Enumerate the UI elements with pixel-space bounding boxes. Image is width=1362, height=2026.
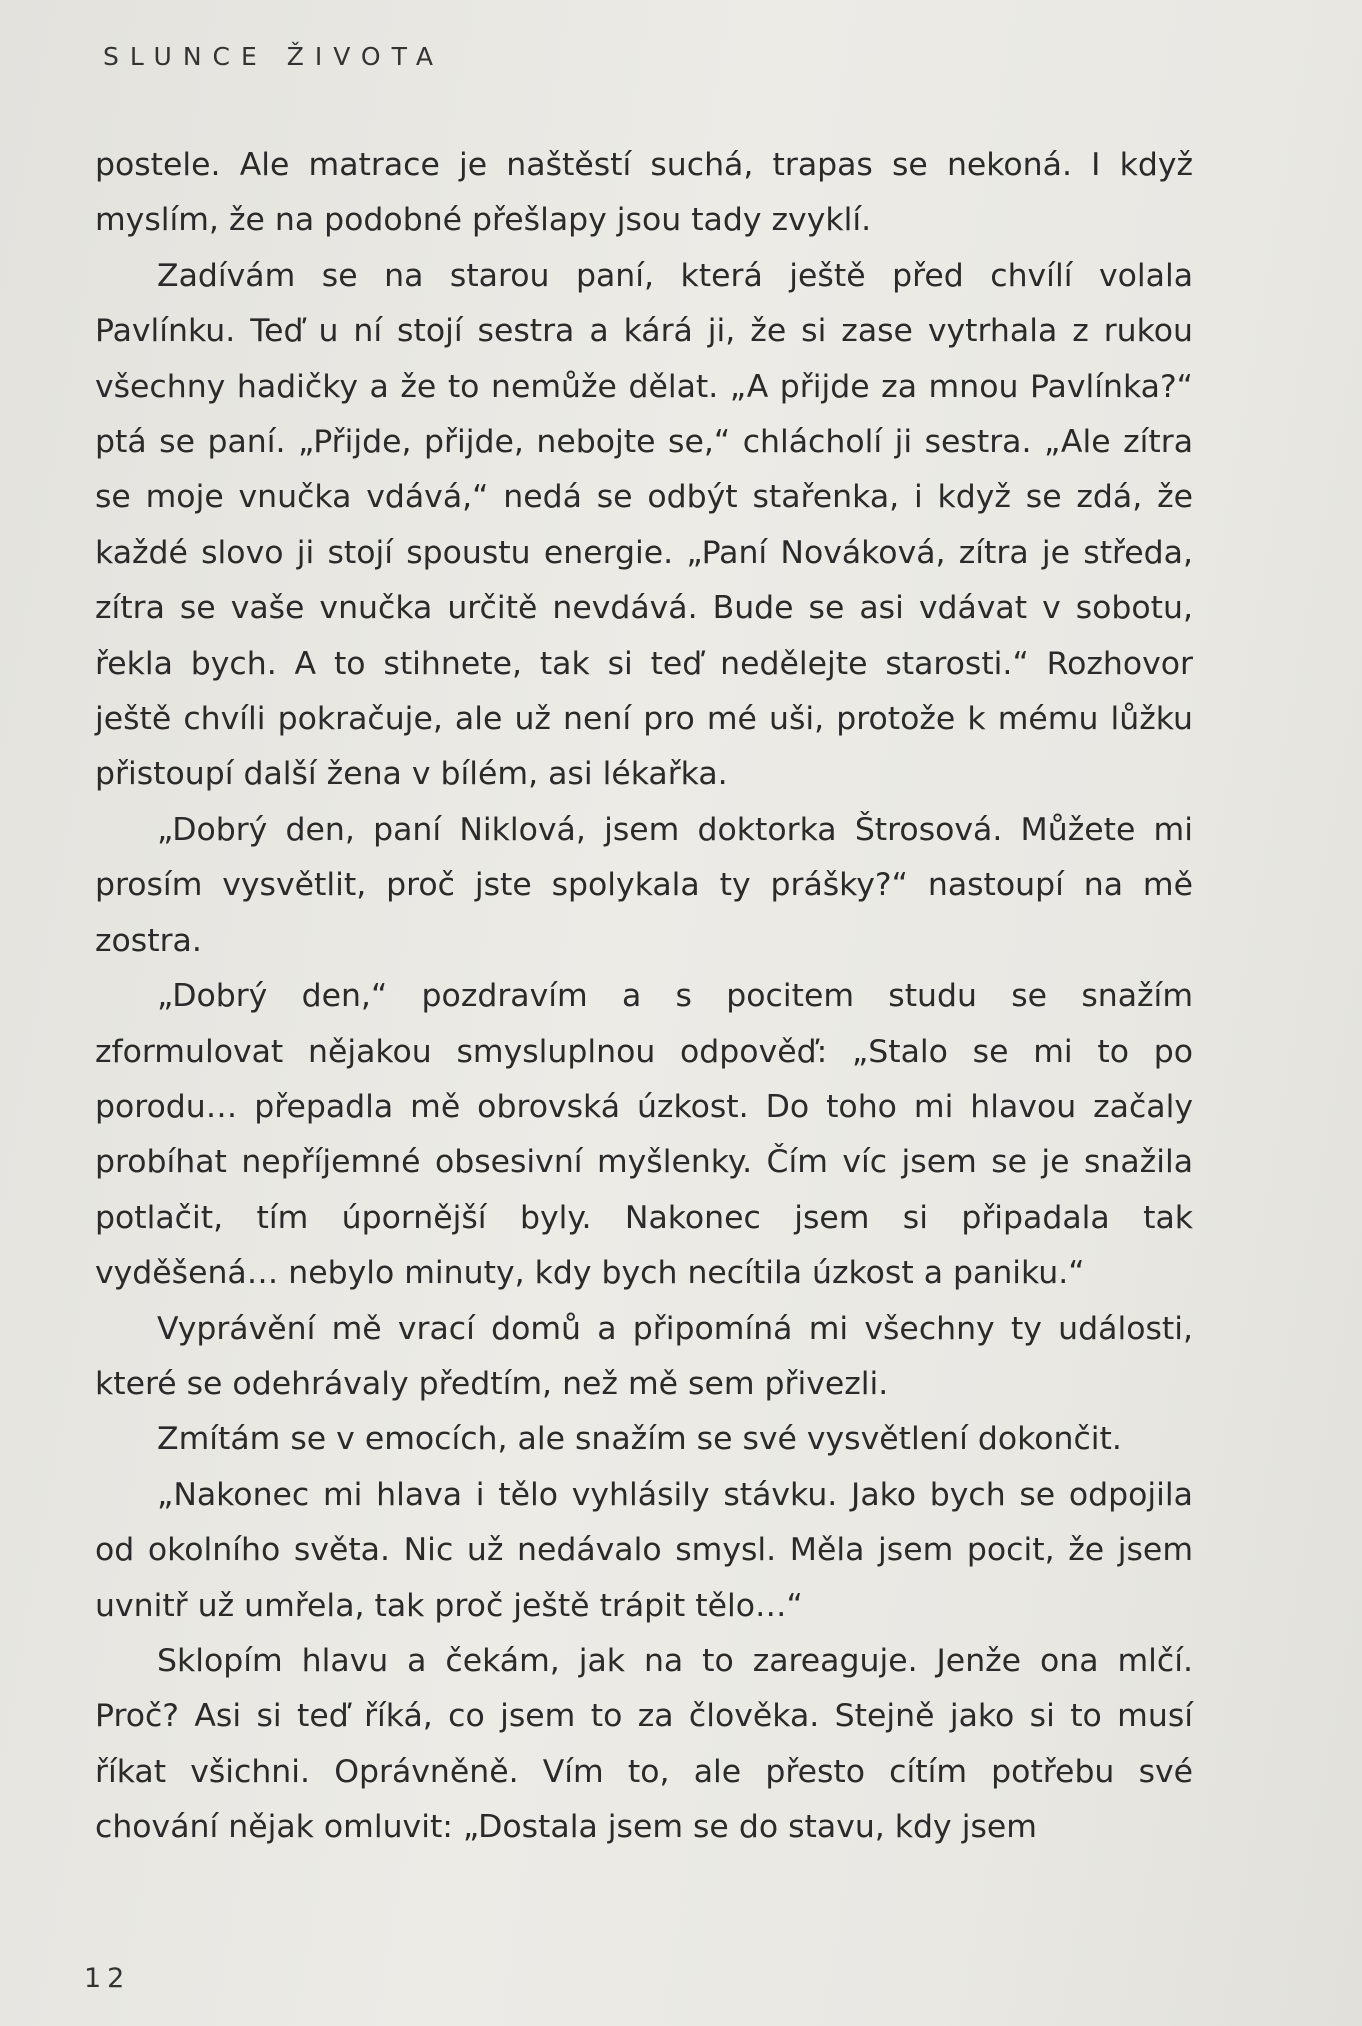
paragraph-4: „Dobrý den,“ pozdravím a s pocitem studu se snažím zformulovat nějakou smysluplnou odpověď: „Stalo se mi to po porodu… přepadla mě obrovská úzkost. Do toho mi hlavou začaly probíhat nepříjemné obsesivní myšlenky. Čím víc jsem se je snažila potlačit, tím úpornější byly. Nakonec jsem si připadala tak vyděšená… nebylo minuty, kdy bych necítila úzkost a paniku.“ xyxy=(95,978,1193,1292)
body-text xyxy=(95,138,1193,1856)
paragraph-3: „Dobrý den, paní Niklová, jsem doktorka Štrosová. Můžete mi prosím vysvětlit, proč jste spolykala ty prášky?“ nastoupí na mě zostra. xyxy=(95,811,1193,959)
paragraph-6: Zmítám se v emocích, ale snažím se své vysvětlení dokončit. xyxy=(157,1421,1122,1458)
paragraph-8: Sklopím hlavu a čekám, jak na to zareaguje. Jenže ona mlčí. Proč? Asi si teď říká, co jsem to za člověka. Stejně jako si to musí říkat všichni. Oprávněně. Vím to, ale přesto cítím potřebu své chování nějak omluvit: „Dostala jsem se do stavu, kdy jsem xyxy=(95,1642,1193,1846)
running-head: SLUNCE ŽIVOTA xyxy=(103,42,445,71)
page-number: 12 xyxy=(84,1963,131,1994)
paragraph-7: „Nakonec mi hlava i tělo vyhlásily stávku. Jako bych se odpojila od okolního světa. Nic už nedávalo smysl. Měla jsem pocit, že jsem uvnitř už umřela, tak proč ještě trápit tělo…“ xyxy=(95,1476,1193,1624)
paragraph-1: postele. Ale matrace je naštěstí suchá, trapas se nekoná. I když myslím, že na podobné přešlapy jsou tady zvyklí. xyxy=(95,147,1193,239)
paragraph-5: Vyprávění mě vrací domů a připomíná mi všechny ty události, které se odehrávaly předtím, než mě sem přivezli. xyxy=(95,1310,1193,1402)
paragraph-2: Zadívám se na starou paní, která ještě před chvílí volala Pavlínku. Teď u ní stojí sestra a kárá ji, že si zase vytrhala z rukou všechny hadičky a že to nemůže dělat. „A přijde za mnou Pavlínka?“ ptá se paní. „Přijde, přijde, nebojte se,“ chlácholí ji sestra. „Ale zítra se moje vnučka vdává,“ nedá se odbýt stařenka, i když se zdá, že každé slovo ji stojí spoustu energie. „Paní Nováková, zítra je středa, zítra se vaše vnučka určitě nevdává. Bude se asi vdávat v sobotu, řekla bych. A to stihnete, tak si teď nedělejte starosti.“ Rozhovor ještě chvíli pokračuje, ale už není pro mé uši, protože k mému lůžku přistoupí další žena v bílém, asi lékařka. xyxy=(95,257,1193,793)
